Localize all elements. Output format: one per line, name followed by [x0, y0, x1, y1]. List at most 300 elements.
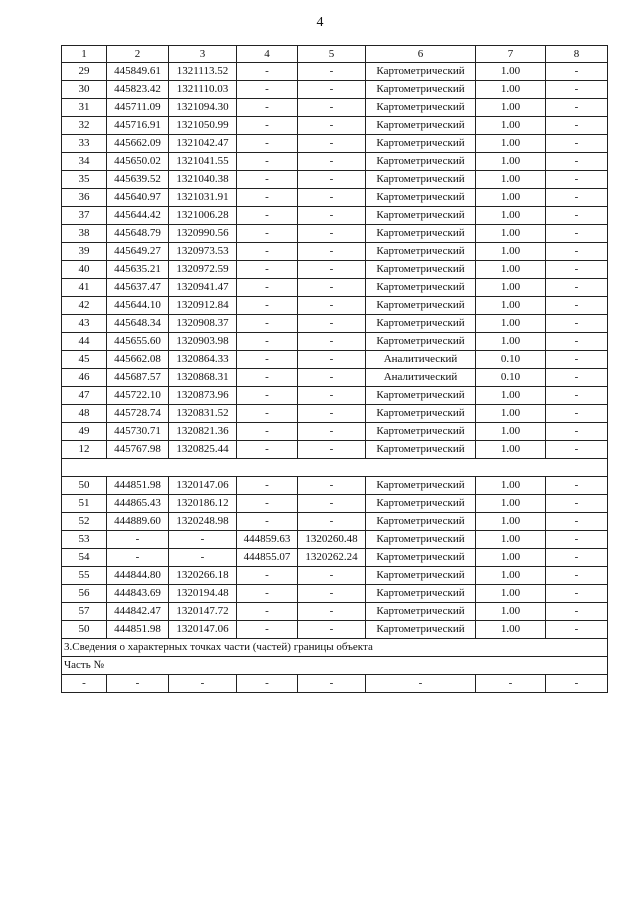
table-cell: - — [298, 189, 366, 207]
table-row — [62, 117, 608, 135]
table-cell: - — [298, 567, 366, 585]
table-cell: - — [107, 531, 169, 549]
table-row — [62, 531, 608, 549]
table-cell: Аналитический — [366, 351, 476, 369]
table-cell: 1321050.99 — [169, 117, 237, 135]
table-cell: 1.00 — [476, 477, 546, 495]
table-cell: - — [237, 297, 298, 315]
table-cell: Картометрический — [366, 477, 476, 495]
table-cell: 1320147.06 — [169, 477, 237, 495]
table-cell: 1320972.59 — [169, 261, 237, 279]
table-row — [62, 207, 608, 225]
table-cell: 5 — [298, 46, 366, 63]
table-cell: - — [237, 189, 298, 207]
table-cell: 29 — [62, 63, 107, 81]
table-cell: 1321094.30 — [169, 99, 237, 117]
table-cell: 1.00 — [476, 153, 546, 171]
table-cell: - — [546, 477, 608, 495]
table-cell: - — [237, 225, 298, 243]
table-cell: - — [107, 549, 169, 567]
table-cell: - — [237, 441, 298, 459]
table-cell: Картометрический — [366, 315, 476, 333]
table-cell: 45 — [62, 351, 107, 369]
table-cell: 1320990.56 — [169, 225, 237, 243]
table-cell: Картометрический — [366, 423, 476, 441]
table-cell: - — [237, 423, 298, 441]
table-cell: - — [237, 567, 298, 585]
table-cell: - — [237, 477, 298, 495]
table-cell: 444889.60 — [107, 513, 169, 531]
table-cell: Картометрический — [366, 603, 476, 621]
table-cell: 1320831.52 — [169, 405, 237, 423]
table-cell: 2 — [107, 46, 169, 63]
table-cell: 1320864.33 — [169, 351, 237, 369]
table-row — [62, 297, 608, 315]
table-cell: 46 — [62, 369, 107, 387]
table-cell: - — [237, 675, 298, 693]
table-cell: - — [237, 405, 298, 423]
table-cell: 445711.09 — [107, 99, 169, 117]
boundary-points-table — [61, 45, 608, 693]
table-cell: 445640.97 — [107, 189, 169, 207]
table-cell: 1320147.72 — [169, 603, 237, 621]
table-cell: 1.00 — [476, 63, 546, 81]
table-cell: 1.00 — [476, 99, 546, 117]
table-cell: - — [237, 63, 298, 81]
table-cell: - — [298, 351, 366, 369]
table-cell: - — [546, 513, 608, 531]
table-cell: - — [298, 81, 366, 99]
table-cell: 1321006.28 — [169, 207, 237, 225]
table-cell: 3 — [169, 46, 237, 63]
table-cell: 52 — [62, 513, 107, 531]
table-cell: 445716.91 — [107, 117, 169, 135]
table-cell: 33 — [62, 135, 107, 153]
table-row — [62, 99, 608, 117]
table-cell: 1.00 — [476, 297, 546, 315]
table-cell: 1.00 — [476, 279, 546, 297]
table-cell: 1320908.37 — [169, 315, 237, 333]
table-cell: Картометрический — [366, 225, 476, 243]
table-cell: 1.00 — [476, 603, 546, 621]
table-cell: - — [546, 387, 608, 405]
table-cell: 50 — [62, 621, 107, 639]
table-cell: - — [237, 603, 298, 621]
table-cell: - — [546, 261, 608, 279]
table-cell: Картометрический — [366, 387, 476, 405]
table-cell: - — [298, 387, 366, 405]
table-cell: - — [298, 243, 366, 261]
table-cell: - — [298, 261, 366, 279]
table-cell: 40 — [62, 261, 107, 279]
table-cell: 1.00 — [476, 387, 546, 405]
table-row — [62, 513, 608, 531]
table-cell: 53 — [62, 531, 107, 549]
table-cell: 48 — [62, 405, 107, 423]
part-number-label — [62, 657, 608, 675]
table-cell: 445655.60 — [107, 333, 169, 351]
table-row — [62, 225, 608, 243]
table-cell: 1320248.98 — [169, 513, 237, 531]
table-cell: 444855.07 — [237, 549, 298, 567]
table-cell: Картометрический — [366, 333, 476, 351]
table-row — [62, 585, 608, 603]
table-cell: 1.00 — [476, 261, 546, 279]
table-cell: - — [298, 369, 366, 387]
table-cell: 1321040.38 — [169, 171, 237, 189]
blank-separator-row — [62, 459, 608, 477]
table-cell: - — [298, 405, 366, 423]
table-cell: 1321041.55 — [169, 153, 237, 171]
table-cell: - — [237, 171, 298, 189]
table-cell: 445662.09 — [107, 135, 169, 153]
table-cell: - — [546, 63, 608, 81]
table-cell: 445722.10 — [107, 387, 169, 405]
table-cell: 1320941.47 — [169, 279, 237, 297]
table-cell: 1320903.98 — [169, 333, 237, 351]
table-cell: - — [298, 513, 366, 531]
table-row — [62, 387, 608, 405]
table-cell: - — [546, 207, 608, 225]
table-cell: - — [298, 171, 366, 189]
table-cell: 1320194.48 — [169, 585, 237, 603]
table-body — [62, 46, 608, 693]
page-number: 4 — [316, 15, 324, 30]
table-cell: 1.00 — [476, 441, 546, 459]
table-cell: - — [237, 243, 298, 261]
table-cell: - — [298, 423, 366, 441]
table-cell: 1.00 — [476, 81, 546, 99]
table-cell: - — [237, 585, 298, 603]
table-cell: 54 — [62, 549, 107, 567]
table-cell: 1.00 — [476, 207, 546, 225]
table-cell: 1.00 — [476, 243, 546, 261]
table-cell: 1320147.06 — [169, 621, 237, 639]
table-row — [62, 423, 608, 441]
table-cell: - — [546, 603, 608, 621]
table-cell: 57 — [62, 603, 107, 621]
table-cell: 445637.47 — [107, 279, 169, 297]
table-cell: - — [237, 369, 298, 387]
table-row — [62, 477, 608, 495]
table-cell: - — [298, 63, 366, 81]
table-row — [62, 549, 608, 567]
table-cell: 36 — [62, 189, 107, 207]
table-row — [62, 351, 608, 369]
table-cell: 444859.63 — [237, 531, 298, 549]
table-row — [62, 495, 608, 513]
table-cell: 32 — [62, 117, 107, 135]
table-cell: - — [546, 621, 608, 639]
table-cell: 445730.71 — [107, 423, 169, 441]
table-cell: 444844.80 — [107, 567, 169, 585]
table-cell: - — [546, 117, 608, 135]
table-cell: 1.00 — [476, 171, 546, 189]
table-cell: - — [546, 189, 608, 207]
table-cell: - — [298, 621, 366, 639]
table-cell: - — [169, 675, 237, 693]
table-cell: 1320821.36 — [169, 423, 237, 441]
table-cell: Картометрический — [366, 405, 476, 423]
table-cell: 1320825.44 — [169, 441, 237, 459]
table-cell: - — [169, 531, 237, 549]
table-cell: 444865.43 — [107, 495, 169, 513]
table-cell: - — [546, 333, 608, 351]
table-cell: - — [546, 585, 608, 603]
table-cell: - — [298, 477, 366, 495]
table-row — [62, 567, 608, 585]
table-cell: - — [298, 675, 366, 693]
table-cell: 444843.69 — [107, 585, 169, 603]
table-row — [62, 243, 608, 261]
table-cell: 1320262.24 — [298, 549, 366, 567]
table-cell: 56 — [62, 585, 107, 603]
table-cell: 1.00 — [476, 333, 546, 351]
table-cell: Картометрический — [366, 279, 476, 297]
table-cell: Картометрический — [366, 261, 476, 279]
table-cell: Картометрический — [366, 585, 476, 603]
table-cell: - — [298, 117, 366, 135]
table-cell: 55 — [62, 567, 107, 585]
table-cell: Картометрический — [366, 567, 476, 585]
table-cell: 1320260.48 — [298, 531, 366, 549]
table-cell: - — [546, 297, 608, 315]
table-cell: 34 — [62, 153, 107, 171]
table-cell: - — [237, 261, 298, 279]
table-cell: - — [298, 99, 366, 117]
table-cell: 39 — [62, 243, 107, 261]
table-cell: 1.00 — [476, 567, 546, 585]
table-cell: 444851.98 — [107, 621, 169, 639]
table-row — [62, 369, 608, 387]
table-cell: 8 — [546, 46, 608, 63]
table-cell: 1.00 — [476, 225, 546, 243]
table-cell: - — [546, 495, 608, 513]
table-row — [62, 279, 608, 297]
table-cell: - — [546, 99, 608, 117]
table-cell: - — [546, 567, 608, 585]
table-cell: 51 — [62, 495, 107, 513]
table-cell: 1.00 — [476, 189, 546, 207]
table-cell: 444842.47 — [107, 603, 169, 621]
table-cell: 41 — [62, 279, 107, 297]
table-cell: 0.10 — [476, 351, 546, 369]
table-header-row — [62, 46, 608, 63]
table-cell: 445639.52 — [107, 171, 169, 189]
table-cell: Картометрический — [366, 135, 476, 153]
table-cell: - — [546, 279, 608, 297]
table-cell: 1320873.96 — [169, 387, 237, 405]
table-cell: - — [298, 315, 366, 333]
section-3-title-cell: 3.Сведения о характерных точках части (частей) границы объекта — [62, 639, 608, 657]
table-cell: - — [476, 675, 546, 693]
table-cell: Картометрический — [366, 81, 476, 99]
table-cell: - — [546, 351, 608, 369]
table-cell: - — [546, 225, 608, 243]
table-cell: - — [298, 495, 366, 513]
table-cell: - — [298, 333, 366, 351]
table-cell: - — [237, 207, 298, 225]
table-cell: 1.00 — [476, 549, 546, 567]
table-cell: 445728.74 — [107, 405, 169, 423]
table-cell: - — [298, 441, 366, 459]
table-row — [62, 135, 608, 153]
table-cell: 1321031.91 — [169, 189, 237, 207]
table-cell: 1.00 — [476, 513, 546, 531]
table-cell: - — [546, 549, 608, 567]
table-cell: - — [237, 81, 298, 99]
table-cell: - — [298, 135, 366, 153]
part-number-label-cell: Часть № — [62, 657, 608, 675]
table-cell: 50 — [62, 477, 107, 495]
table-cell: 4 — [237, 46, 298, 63]
table-cell: - — [546, 405, 608, 423]
table-cell: - — [546, 81, 608, 99]
table-cell: - — [546, 315, 608, 333]
table-cell: - — [169, 549, 237, 567]
table-row — [62, 405, 608, 423]
table-cell: Картометрический — [366, 99, 476, 117]
table-cell: 445650.02 — [107, 153, 169, 171]
table-cell: 445849.61 — [107, 63, 169, 81]
table-cell: 38 — [62, 225, 107, 243]
table-cell: - — [107, 675, 169, 693]
table-cell: - — [237, 135, 298, 153]
table-cell: 1.00 — [476, 621, 546, 639]
table-cell: 1.00 — [476, 423, 546, 441]
table-cell: 1320868.31 — [169, 369, 237, 387]
table-cell: - — [546, 135, 608, 153]
table-cell: 1.00 — [476, 117, 546, 135]
table-cell: 445644.42 — [107, 207, 169, 225]
table-cell: 7 — [476, 46, 546, 63]
table-cell: 1.00 — [476, 315, 546, 333]
table-cell: 445635.21 — [107, 261, 169, 279]
table-cell: Картометрический — [366, 117, 476, 135]
table-cell: - — [546, 171, 608, 189]
table-cell: 1.00 — [476, 495, 546, 513]
table-cell: Картометрический — [366, 531, 476, 549]
table-cell: 1321113.52 — [169, 63, 237, 81]
table-cell: Картометрический — [366, 207, 476, 225]
table-cell: 444851.98 — [107, 477, 169, 495]
table-cell: Картометрический — [366, 63, 476, 81]
table-cell: - — [298, 603, 366, 621]
table-cell: - — [546, 369, 608, 387]
table-cell: 1.00 — [476, 531, 546, 549]
table-cell: 1.00 — [476, 585, 546, 603]
table-cell: Аналитический — [366, 369, 476, 387]
table-cell: - — [546, 423, 608, 441]
table-row — [62, 441, 608, 459]
table-cell: - — [237, 495, 298, 513]
table-cell: - — [237, 513, 298, 531]
table-row — [62, 153, 608, 171]
table-cell: - — [298, 585, 366, 603]
table-cell: 37 — [62, 207, 107, 225]
table-cell: 1.00 — [476, 405, 546, 423]
table-cell: Картометрический — [366, 621, 476, 639]
table-cell: 1320266.18 — [169, 567, 237, 585]
table-cell: Картометрический — [366, 153, 476, 171]
table-row — [62, 63, 608, 81]
table-cell: - — [298, 153, 366, 171]
table-cell: - — [62, 675, 107, 693]
table-row — [62, 675, 608, 693]
table-cell: - — [237, 315, 298, 333]
table-cell: - — [237, 387, 298, 405]
table-cell: Картометрический — [366, 243, 476, 261]
table-cell: - — [237, 621, 298, 639]
table-cell: Картометрический — [366, 171, 476, 189]
table-cell: 445648.79 — [107, 225, 169, 243]
table-cell: 445649.27 — [107, 243, 169, 261]
table-cell: 445644.10 — [107, 297, 169, 315]
table-cell: 1321110.03 — [169, 81, 237, 99]
table-cell: 445662.08 — [107, 351, 169, 369]
table-cell: Картометрический — [366, 189, 476, 207]
table-cell: 445767.98 — [107, 441, 169, 459]
table-cell: - — [298, 225, 366, 243]
table-cell: 1320186.12 — [169, 495, 237, 513]
table-cell: - — [546, 243, 608, 261]
table-cell: 12 — [62, 441, 107, 459]
table-row — [62, 171, 608, 189]
table-cell: - — [298, 279, 366, 297]
table-cell: - — [237, 333, 298, 351]
table-cell: Картометрический — [366, 495, 476, 513]
table-cell: 44 — [62, 333, 107, 351]
table-cell: - — [237, 351, 298, 369]
table-cell: 49 — [62, 423, 107, 441]
table-cell: 445687.57 — [107, 369, 169, 387]
table-cell: 47 — [62, 387, 107, 405]
table-row — [62, 333, 608, 351]
table-cell: 445823.42 — [107, 81, 169, 99]
table-cell: Картометрический — [366, 441, 476, 459]
table-cell: 445648.34 — [107, 315, 169, 333]
table-cell: - — [237, 117, 298, 135]
table-row — [62, 315, 608, 333]
table-cell: Картометрический — [366, 513, 476, 531]
table-cell: 6 — [366, 46, 476, 63]
table-cell: - — [546, 441, 608, 459]
table-cell: - — [546, 531, 608, 549]
table-cell: 43 — [62, 315, 107, 333]
table-cell: 1320912.84 — [169, 297, 237, 315]
table-cell: 1 — [62, 46, 107, 63]
table-cell: 35 — [62, 171, 107, 189]
table-cell: 1321042.47 — [169, 135, 237, 153]
table-cell: Картометрический — [366, 297, 476, 315]
table-cell: - — [237, 153, 298, 171]
table-row — [62, 603, 608, 621]
table-cell: - — [546, 153, 608, 171]
section-3-title — [62, 639, 608, 657]
table-cell: - — [366, 675, 476, 693]
table-cell: 0.10 — [476, 369, 546, 387]
table-cell: 1320973.53 — [169, 243, 237, 261]
table-cell: 42 — [62, 297, 107, 315]
table-row — [62, 261, 608, 279]
table-cell: 31 — [62, 99, 107, 117]
table-cell: - — [298, 207, 366, 225]
table-cell: - — [237, 279, 298, 297]
table-cell: - — [546, 675, 608, 693]
table-cell: - — [237, 99, 298, 117]
table-row — [62, 81, 608, 99]
table-cell: 1.00 — [476, 135, 546, 153]
